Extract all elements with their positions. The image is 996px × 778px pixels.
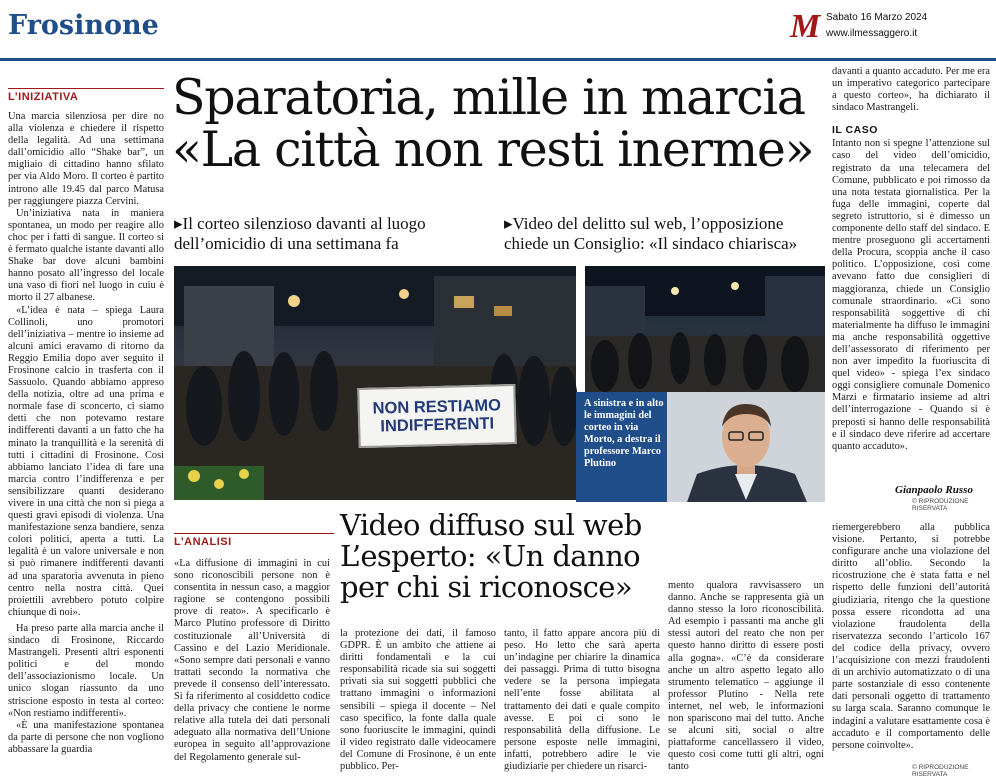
masthead-date: Sabato 16 Marzo 2024 xyxy=(826,12,928,23)
left-paragraph: Ha preso parte alla marcia anche il sindaco di Frosinone, Riccardo Mastrangeli. Presenti altri esponenti politici e del mondo dell’associazionismo locale. Un unico slogan riassunto da uno striscione esposto in testa al corteo: «Non restiamo indifferenti». xyxy=(8,622,164,719)
photo-caption-box xyxy=(576,392,668,502)
newspaper-logo-icon: M xyxy=(790,8,821,45)
analysis-column-5: riemergerebbero alla pubblica visione. Pertanto, si potrebbe configurare anche una violazione del diritto all’oblio. Secondo la ricostruzione che è stata fatta e nel rispetto delle funzioni dell’autorità giudiziaria, ritengo che la questione possa essere ricondotta ad una violazione fraudolenta della riservatezza secondo l’articolo 167 del codice della privacy, ovvero l’acquisizione con mezzi fraudolenti di un archivio automatizzato o di una parte sostanziale di esso contenente dati personali oggetto di trattamento su larga scala. Saranno comunque le indagini a valutare esattamente cosa è accaduto e il comportamento delle persone coinvolte». xyxy=(832,522,990,751)
analysis-column-2: la protezione dei dati, il famoso GDPR. È un ambito che attiene ai diritti fondamentali e la cui responsabilità ricade sia sui soggetti privati sia sui soggetti pubblici che trattano immagini o informazioni sensibili – spiega il docente – Nel caso specifico, la fonte dalla quale sono fuoriuscite le immagini, quindi il video registrato dalle videocamere del Comune di Frosinone, è un ente pubblico. Per- xyxy=(340,628,496,773)
crowd-illustration xyxy=(174,266,576,500)
section-name: Frosinone xyxy=(8,10,159,41)
left-paragraph: Un’iniziativa nata in maniera spontanea, un modo per reagire allo choc per i fatti di sangue. Il corteo si è fermato qualche istante davanti allo Shake bar dove alcuni bambini hanno posato all’ingresso del locale una vaso di fiori nel luogo in cuiu è morto il 27 albanese. xyxy=(8,207,164,304)
march-photo-street xyxy=(585,266,825,392)
banner-line-1: NON RESTIAMO xyxy=(372,396,502,418)
kicker-analisi: L’ANALISI xyxy=(174,533,334,548)
copyright-note: © RIPRODUZIONE RISERVATA xyxy=(912,498,969,512)
analysis-headline-line-2: L’esperto: «Un danno xyxy=(340,539,641,573)
analysis-column-1: «La diffusione di immagini in cui sono riconoscibili persone non è consentita in nessun caso, a maggior ragione se contengono possibili prove di reato». A specificarlo è Marco Plutino professore di Diritto costituzionale all’Università di Cassino e del Lazio Meridionale. «Sono sempre dati personali e vanno trattati secondo la normativa che prevede il consenso dell’interessato. Si fa riferimento al cosiddetto codice della privacy che contiene le norme relative alla tutela dei dati personali adeguato alla normativa dell’Unione europea in seguito all’approvazione del Regolamento generale sul- xyxy=(174,558,330,763)
copyright-note-analysis: © RIPRODUZIONE RISERVATA xyxy=(912,764,969,778)
kicker-il-caso: IL CASO xyxy=(832,124,878,137)
analysis-headline-line-1: Video diffuso sul web xyxy=(340,508,642,542)
left-paragraph: «L’idea è nata – spiega Laura Collinoli, uno promotori dell’iniziativa – mentre io insieme ad alcuni amici eravamo di ritorno da Reggio Emilia dopo aver seguito il Frosinone calcio in trasferta con il Sassuolo. Quando abbiamo appreso della notizia, oltre ad una prima e normale fase di sconcerto, ci siamo detti che non potevamo restare indifferenti davanti a un fatto che ha minato la tranquillità e la serenità di tutti i cittadini di Frosinone. Così abbiamo lanciato l’idea di fare una marcia contro l’indifferenza e per sensibilizzare quanti desiderano vivere in una città che non si piega a questi gravi episodi di violenza. Una manifestazione senza bandiere, senza colori politici, aperta a tutti. La legalità è un valore universale e non si può rimanere indifferenti davanti ad una sparatoria avvenuta in pieno centro nella nostra città. Quei proiettili avrebbero potuto colpire chiunque di noi». xyxy=(8,304,164,618)
analysis-headline-line-3: per chi si riconosce» xyxy=(340,570,632,604)
masthead xyxy=(0,0,996,62)
right-paragraph: Intanto non si spegne l’attenzione sul caso del video dell’omicidio, registrato da una telecamera del Comune, pubblicato e poi rimosso da una nota testata giornalistica. Per la fuga delle immagini, coperte dal segreto istruttorio, si è dimesso un componente dello staff del sindaco. E mentre proseguono gli accertamenti della Procura, scoppia anche il caso politico. L’opposizione, così come avevano fatto due consiglieri di maggioranza, chiede un Consiglio comunale straordinario. «Ci sono responsabilità soggettive di chi materialmente ha diffuso le immagini ma anche responsabilità oggettive dell’assessorato di riferimento per non aver impedito la fuoriuscita di quel video» - spiega l’ex sindaco oggi consigliere comunale Domenico Marzi e firmatario insieme ad altri dell’interrogazione - Quando si è preposti si hanno delle responsabilità e il sindaco deve riferire ad accertare quanto accaduto». xyxy=(832,138,990,452)
analysis-headline xyxy=(340,510,670,603)
left-column-text xyxy=(8,111,164,756)
subdeck-right: ▸Video del delitto sul web, l’opposizione chiede un Consiglio: «Il sindaco chiarisca» xyxy=(504,214,798,253)
right-column xyxy=(832,66,990,496)
author-signature: Gianpaolo Russo xyxy=(895,484,973,496)
right-paragraph-top: davanti a quanto accaduto. Per me era un imperativo categorico partecipare a questo corteo», ha dichiarato il sindaco Mastrangeli. xyxy=(832,66,990,114)
street-illustration xyxy=(585,266,825,392)
march-photo xyxy=(174,266,576,500)
photo-caption: A sinistra e in alto le immagini del corteo in via Morto, a destra il professore Marco Plutino xyxy=(584,398,664,469)
protest-banner xyxy=(357,384,517,448)
portrait-photo xyxy=(667,392,825,502)
analysis-column-3: tanto, il fatto appare ancora più di peso. Ho letto che sarà aperta un’indagine per chiarire la dinamica dei passaggi. Prima di tutto bisogna vedere se la persona impiegata nell’ente fosse abilitata al trattamento dei dati e quale compito avesse. E poi ci sono le responsabilità della diffusione. Le persone esposte nelle immagini, infatti, potrebbero adire le vie giudiziarie per chiedere un risarci- xyxy=(504,628,660,773)
left-paragraph: «È una manifestazione spontanea da parte di persone che non vogliono abbassare la guardia xyxy=(8,719,164,755)
masthead-rule xyxy=(0,58,996,61)
portrait-illustration xyxy=(667,392,825,502)
banner-line-2: INDIFFERENTI xyxy=(380,414,495,436)
subdeck-left: ▸Il corteo silenzioso davanti al luogo dell’omicidio di una settimana fa xyxy=(174,214,426,253)
left-paragraph: Una marcia silenziosa per dire no alla violenza e chiedere il rispetto della legalità. Ad una settimana dall’omicidio allo “Shake bar”, un migliaio di cittadino hanno sfilato per via Aldo Moro. Il corteo è partito introno alle 19.45 dal parco Matusa per raggiungere piazza Cervini. xyxy=(8,111,164,207)
analysis-column-4: mento qualora ravvisassero un danno. Anche se rappresenta già un danno stesso la loro riconoscibilità. Ad esempio i passanti ma anche gli stessi autori del reato che non per questo hanno diritto di essere posti alla gogna». «C’è da considerare anche un altro aspetto legato allo strumento telematico – aggiunge il professor Plutino - Nella rete internet, nel web, le informazioni non spariscono mai del tutto. Anche se alcuni siti, social o altre piattaforme cancellassero il video, questo così come tutti gli altri, ogni tanto xyxy=(668,580,824,773)
kicker-iniziativa: L’INIZIATIVA xyxy=(8,88,164,103)
headline-line-2: «La città non resti inerme» xyxy=(172,121,814,178)
masthead-url: www.ilmessaggero.it xyxy=(826,28,918,39)
left-column xyxy=(8,88,164,774)
main-headline xyxy=(172,69,822,178)
headline-line-1: Sparatoria, mille in marcia xyxy=(172,69,805,126)
